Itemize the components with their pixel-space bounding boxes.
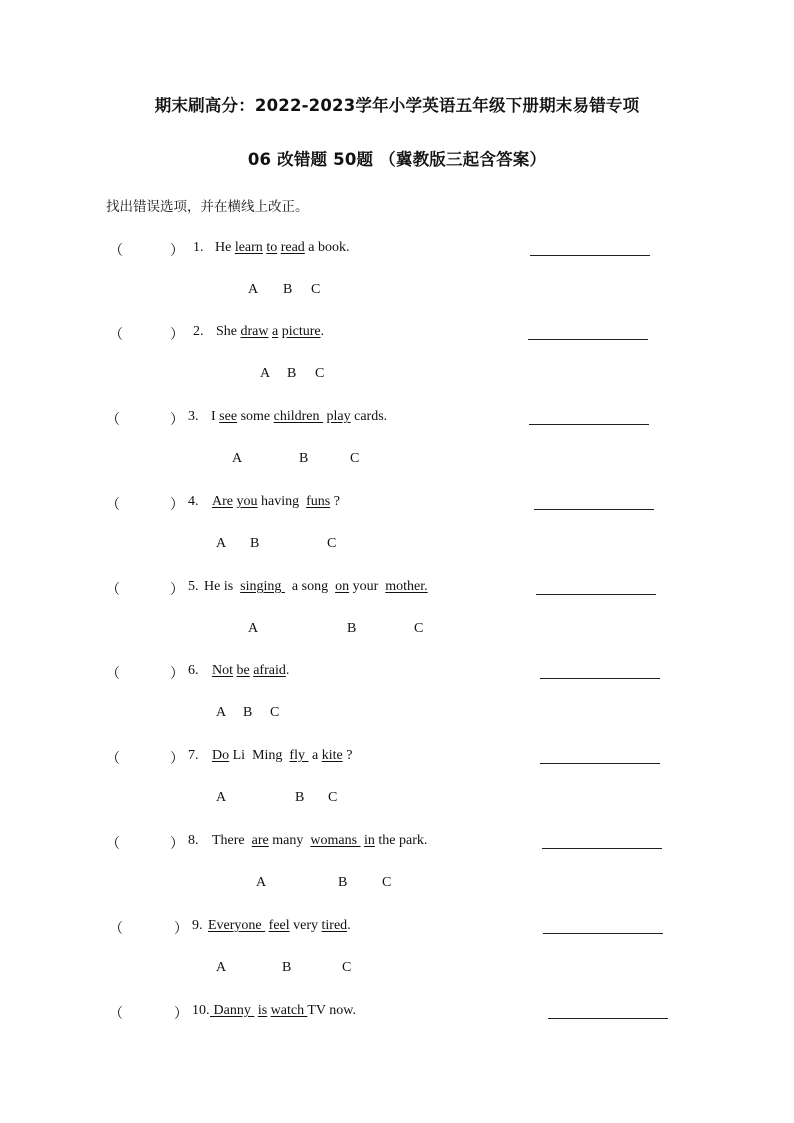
document-title: 期末刷高分：2022-2023学年小学英语五年级下册期末易错专项 (154, 96, 640, 115)
sentence-text: a song (284, 579, 336, 594)
option-letter-b: B (250, 536, 260, 551)
question-number: 6. (188, 663, 199, 678)
question-10 (0, 1003, 794, 1083)
sentence-text: She (216, 324, 241, 339)
sentence-text: your (349, 579, 386, 594)
question-sentence (210, 1003, 356, 1019)
answer-paren-open: （ (109, 328, 123, 343)
underlined-option-word: mother. (385, 579, 428, 594)
question-number: 1. (193, 240, 204, 255)
question-number: 10. (192, 1003, 210, 1018)
document-subtitle: 06 改错题 50题 （冀教版三起含答案） (247, 150, 547, 169)
underlined-option-word: see (219, 409, 238, 424)
option-letter-c: C (327, 536, 337, 551)
underlined-option-word: to (266, 240, 278, 255)
answer-paren-close: ） (174, 922, 188, 937)
sentence-text: ? (330, 494, 340, 509)
sentence-text: many (268, 833, 311, 848)
sentence-text: . (320, 324, 325, 339)
underlined-option-word: draw (240, 324, 269, 339)
option-letter-b: B (287, 366, 297, 381)
sentence-text: very (289, 918, 322, 933)
underlined-option-word: are (251, 833, 269, 848)
underlined-option-word: in (364, 833, 375, 848)
underlined-option-word: a (272, 324, 279, 339)
answer-paren-open: （ (106, 667, 120, 682)
answer-paren-close: ） (170, 498, 184, 513)
answer-blank[interactable] (543, 933, 663, 934)
option-letter-c: C (382, 875, 392, 890)
sentence-text: . (347, 918, 351, 933)
option-letter-a: A (232, 451, 243, 466)
question-sentence (208, 918, 351, 934)
question-4 (0, 494, 794, 574)
option-letter-c: C (311, 282, 321, 297)
option-letter-c: C (315, 366, 325, 381)
sentence-text: some (237, 409, 274, 424)
option-letter-a: A (248, 621, 259, 636)
question-number: 3. (188, 409, 199, 424)
question-sentence (212, 663, 289, 679)
answer-blank[interactable] (542, 848, 662, 849)
sentence-text: He (215, 240, 235, 255)
option-letter-b: B (347, 621, 357, 636)
question-sentence (215, 240, 350, 256)
option-letter-c: C (270, 705, 280, 720)
answer-blank[interactable] (548, 1018, 668, 1019)
question-8 (0, 833, 794, 913)
underlined-option-word: Everyone (208, 918, 266, 933)
instructions: 找出错误选项，并在横线上改正。 (106, 199, 309, 215)
question-number: 5. (188, 579, 199, 594)
option-letter-c: C (350, 451, 360, 466)
answer-paren-close: ） (170, 667, 184, 682)
underlined-option-word: womans (310, 833, 361, 848)
question-number: 4. (188, 494, 199, 509)
underlined-option-word: Are (212, 494, 233, 509)
answer-paren-open: （ (106, 837, 120, 852)
sentence-text: the park. (374, 833, 428, 848)
answer-blank[interactable] (528, 339, 648, 340)
option-letter-b: B (338, 875, 348, 890)
underlined-option-word: play (326, 409, 351, 424)
question-sentence (204, 579, 428, 595)
question-9 (0, 918, 794, 998)
sentence-text: He is (204, 579, 241, 594)
answer-blank[interactable] (530, 255, 650, 256)
question-number: 9. (192, 918, 203, 933)
underlined-option-word: kite (321, 748, 343, 763)
question-5 (0, 579, 794, 659)
underlined-option-word: tired (321, 918, 348, 933)
answer-blank[interactable] (529, 424, 649, 425)
question-2 (0, 324, 794, 404)
option-letter-c: C (414, 621, 424, 636)
question-6 (0, 663, 794, 743)
underlined-option-word: read (280, 240, 305, 255)
underlined-option-word: Not (212, 663, 233, 678)
option-letter-a: A (216, 705, 227, 720)
answer-blank[interactable] (540, 763, 660, 764)
sentence-text: a book. (304, 240, 350, 255)
question-number: 8. (188, 833, 199, 848)
underlined-option-word: Do (212, 748, 230, 763)
underlined-option-word: learn (234, 240, 263, 255)
answer-paren-open: （ (106, 752, 120, 767)
option-letter-a: A (216, 960, 227, 975)
question-sentence (211, 409, 387, 425)
answer-paren-open: （ (106, 413, 120, 428)
answer-blank[interactable] (536, 594, 656, 595)
answer-paren-close: ） (170, 328, 184, 343)
option-letter-c: C (342, 960, 352, 975)
sentence-text: . (285, 663, 290, 678)
underlined-option-word: be (236, 663, 250, 678)
answer-blank[interactable] (540, 678, 660, 679)
sentence-text: I (211, 409, 220, 424)
underlined-option-word: you (236, 494, 258, 509)
answer-paren-close: ） (170, 752, 184, 767)
underlined-option-word: afraid (253, 663, 286, 678)
answer-blank[interactable] (534, 509, 654, 510)
option-letter-b: B (295, 790, 305, 805)
sentence-text: Li Ming (229, 748, 290, 763)
question-3 (0, 409, 794, 489)
underlined-option-word: is (257, 1003, 268, 1018)
option-letter-a: A (248, 282, 259, 297)
option-letter-a: A (216, 790, 227, 805)
question-sentence (212, 494, 340, 510)
sentence-text: TV now. (307, 1003, 356, 1018)
underlined-option-word: Danny (210, 1003, 255, 1018)
option-letter-a: A (216, 536, 227, 551)
answer-paren-open: （ (109, 244, 123, 259)
underlined-option-word: feel (268, 918, 290, 933)
sentence-text: ? (342, 748, 353, 763)
option-letter-c: C (328, 790, 338, 805)
answer-paren-open: （ (106, 498, 120, 513)
question-sentence (212, 748, 352, 764)
answer-paren-open: （ (109, 1007, 123, 1022)
underlined-option-word: singing (240, 579, 285, 594)
option-letter-b: B (283, 282, 293, 297)
underlined-option-word: watch (270, 1003, 308, 1018)
sentence-text: having (257, 494, 307, 509)
option-letter-b: B (243, 705, 253, 720)
option-letter-b: B (299, 451, 309, 466)
question-number: 2. (193, 324, 204, 339)
question-number: 7. (188, 748, 199, 763)
question-1 (0, 240, 794, 320)
answer-paren-close: ） (174, 1007, 188, 1022)
answer-paren-close: ） (170, 413, 184, 428)
answer-paren-close: ） (170, 244, 184, 259)
underlined-option-word: fly (289, 748, 309, 763)
sentence-text: a (308, 748, 322, 763)
underlined-option-word: picture (281, 324, 321, 339)
sentence-text: cards. (350, 409, 388, 424)
answer-paren-close: ） (170, 837, 184, 852)
underlined-option-word: on (335, 579, 350, 594)
answer-paren-close: ） (170, 583, 184, 598)
option-letter-b: B (282, 960, 292, 975)
answer-paren-open: （ (106, 583, 120, 598)
underlined-option-word: children (273, 409, 323, 424)
question-sentence (216, 324, 324, 340)
option-letter-a: A (260, 366, 271, 381)
question-7 (0, 748, 794, 828)
underlined-option-word: funs (306, 494, 331, 509)
answer-paren-open: （ (109, 922, 123, 937)
sentence-text: There (212, 833, 252, 848)
option-letter-a: A (256, 875, 267, 890)
question-sentence (212, 833, 427, 849)
